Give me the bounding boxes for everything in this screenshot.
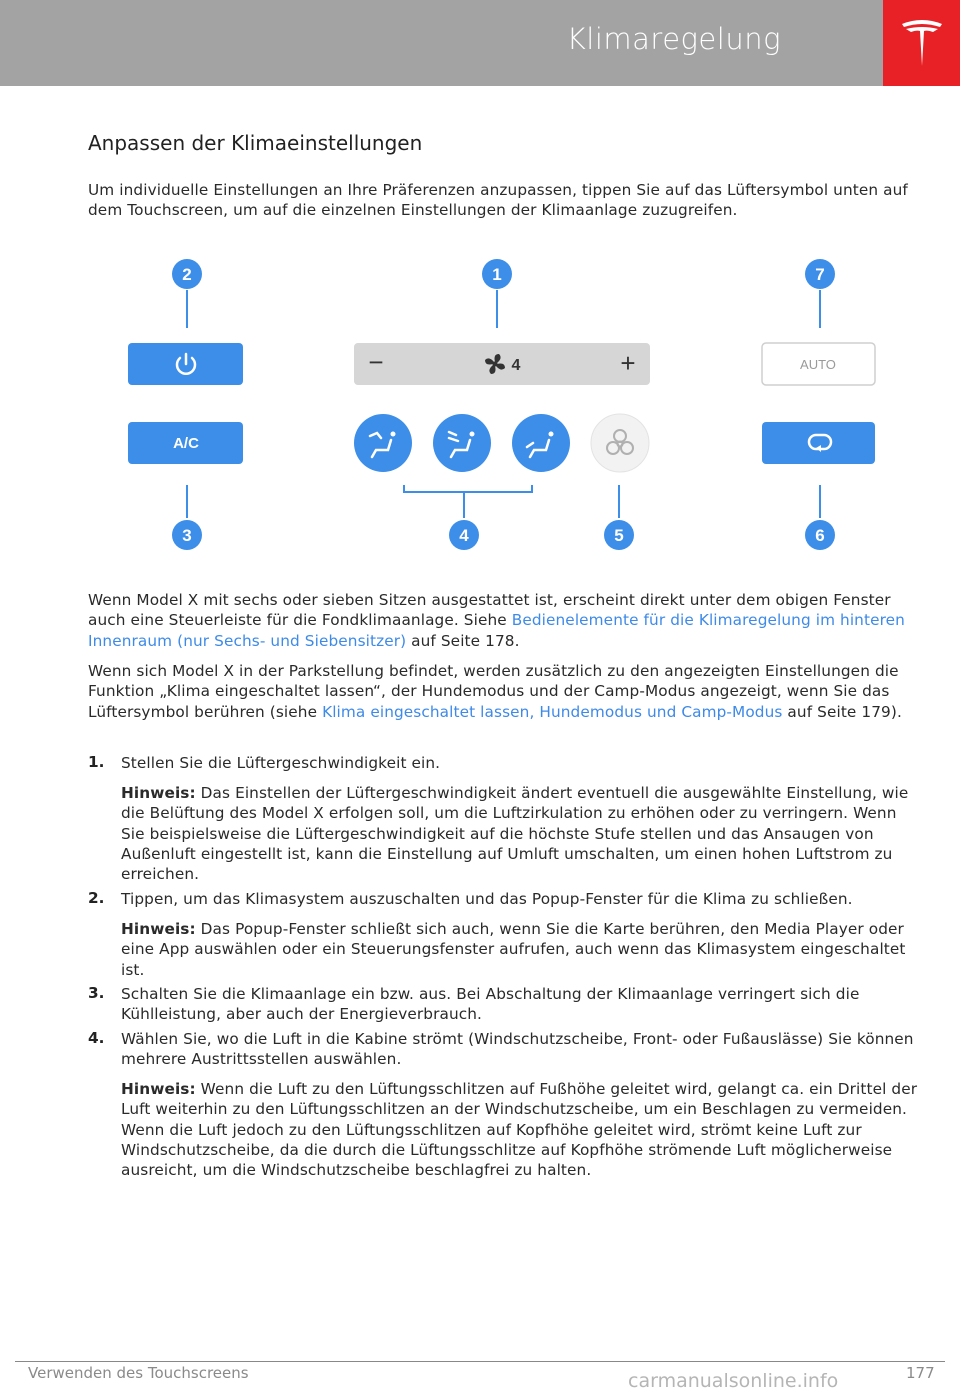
para2-text: Wenn Model X mit sechs oder sieben Sitzen ausgestattet ist, erscheint direkt unter dem obigen Fenster auch eine Steuerleiste für die Fondklimaanlage. Siehe — [88, 591, 891, 630]
footer-section: Verwenden des Touchscreens — [28, 1364, 249, 1382]
callout-7 — [805, 259, 835, 289]
six-seven-seat-paragraph — [88, 590, 918, 651]
callout-1 — [482, 259, 512, 289]
climate-control-figure — [0, 250, 960, 560]
svg-text:5: 5 — [614, 526, 624, 545]
intro-paragraph: Um individuelle Einstellungen an Ihre Präferenzen anzupassen, tippen Sie auf das Lüftersymbol unten auf dem Touchscreen, um auf die einzelnen Einstellungen der Klimaanlage zuzugreifen. — [88, 181, 908, 220]
callout-3 — [172, 520, 202, 550]
airflow-feet-button[interactable] — [512, 414, 570, 472]
bioweapon-defense-button[interactable] — [591, 414, 649, 472]
tesla-logo-box — [883, 0, 960, 86]
power-button[interactable] — [128, 343, 243, 385]
keep-climate-link[interactable]: Klima eingeschaltet lassen, Hundemodus und Camp-Modus — [322, 702, 783, 721]
item-3-text: Schalten Sie die Klimaanlage ein bzw. aus. Bei Abschaltung der Klimaanlage verringert sich die Kühlleistung, aber auch der Energieverbrauch. — [121, 985, 860, 1024]
svg-text:2: 2 — [182, 265, 192, 284]
callout-2 — [172, 259, 202, 289]
item-1-note — [121, 783, 921, 884]
page-number: 177 — [906, 1364, 935, 1382]
callout-6 — [805, 520, 835, 550]
item-4-number: 4. — [88, 1029, 105, 1047]
svg-text:4: 4 — [459, 526, 469, 545]
note-label: Hinweis: — [121, 920, 196, 938]
callout-4 — [449, 520, 479, 550]
item-2-text: Tippen, um das Klimasystem auszuschalten und das Popup-Fenster für die Klima zu schließen. — [121, 890, 853, 908]
svg-text:6: 6 — [815, 526, 825, 545]
airflow-face-button[interactable] — [433, 414, 491, 472]
item-2-number: 2. — [88, 889, 105, 907]
park-paragraph — [88, 661, 918, 722]
para3-text: Wenn sich Model X in der Parkstellung befindet, werden zusätzlich zu den angezeigten Einstellungen die Funktion „Klima eingeschaltet lassen“, der Hundemodus und der Camp-Modus angezeigt, wenn Sie das Lüftersymbol berühren (siehe — [88, 662, 899, 721]
svg-text:1: 1 — [492, 265, 502, 284]
item-4-text: Wählen Sie, wo die Luft in die Kabine strömt (Windschutzscheibe, Front- oder Fußauslässe) Sie können mehrere Austrittsstellen auswählen. — [121, 1030, 914, 1069]
ac-button[interactable] — [128, 422, 243, 464]
fan-speed-bar — [354, 343, 650, 385]
item-3-number: 3. — [88, 984, 105, 1002]
recirculation-button[interactable] — [762, 422, 875, 464]
svg-text:AUTO: AUTO — [800, 357, 836, 372]
para3-after: auf Seite 179). — [782, 702, 902, 721]
fan-increase-button[interactable]: + — [620, 348, 636, 378]
callout-5 — [604, 520, 634, 550]
para2-after: auf Seite 178. — [406, 631, 520, 650]
item-1-number: 1. — [88, 753, 105, 771]
item-4-note — [121, 1079, 921, 1180]
svg-text:3: 3 — [182, 526, 192, 545]
note-text: Das Einstellen der Lüftergeschwindigkeit ändert eventuell die ausgewählte Einstellung, wie die Belüftung des Model X erfolgen soll, um die Luftzirkulation zu erhöhen oder zu verringern. Wenn Sie beispielsweise die Lüftergeschwindigkeit auf die höchste Stufe stellen und das Ansaugen von Außenluft eingestellt ist, kann die Einstellung auf Umluft umschalten, um einen hohen Luftstrom zu erreichen. — [121, 784, 909, 884]
note-label: Hinweis: — [121, 1080, 196, 1098]
note-text: Das Popup-Fenster schließt sich auch, wenn Sie die Karte berühren, den Media Player oder eine App auswählen oder ein Steuerungsfenster aufrufen, auch wenn das Klimasystem eingeschaltet ist. — [121, 920, 906, 979]
note-label: Hinweis: — [121, 784, 196, 802]
svg-text:A/C: A/C — [173, 435, 199, 452]
fan-speed-value: 4 — [511, 357, 521, 374]
watermark: carmanualsonline.info — [628, 1370, 839, 1392]
footer-divider — [15, 1361, 945, 1362]
page-header — [0, 0, 883, 86]
fan-decrease-button[interactable]: − — [368, 347, 384, 377]
item-1-text: Stellen Sie die Lüftergeschwindigkeit ein. — [121, 754, 441, 772]
note-text: Wenn die Luft zu den Lüftungsschlitzen auf Fußhöhe geleitet wird, gelangt ca. ein Drittel der Luft weiterhin zu den Lüftungsschlitzen an der Windschutzscheibe, um ein Beschlagen zu vermeiden. Wenn die Luft jedoch zu den Lüftungsschlitzen auf Kopfhöhe geleitet wird, strömt keine Luft zur Windschutzscheibe, da die durch die Lüftungsschlitze auf Kopfhöhe strömende Luft möglicherweise ausreicht, um die Windschutzscheibe beschlagfrei zu halten. — [121, 1080, 918, 1180]
tesla-logo-icon — [900, 18, 944, 68]
rear-climate-link[interactable]: Bedienelemente für die Klimaregelung im hinteren Innenraum (nur Sechs- und Siebensitzer) — [88, 611, 905, 650]
svg-text:7: 7 — [815, 265, 825, 284]
airflow-windshield-button[interactable] — [354, 414, 412, 472]
header-title: Klimaregelung — [566, 22, 781, 56]
section-heading: Anpassen der Klimaeinstellungen — [88, 131, 423, 155]
item-2-note — [121, 919, 921, 980]
auto-button[interactable] — [762, 343, 875, 385]
